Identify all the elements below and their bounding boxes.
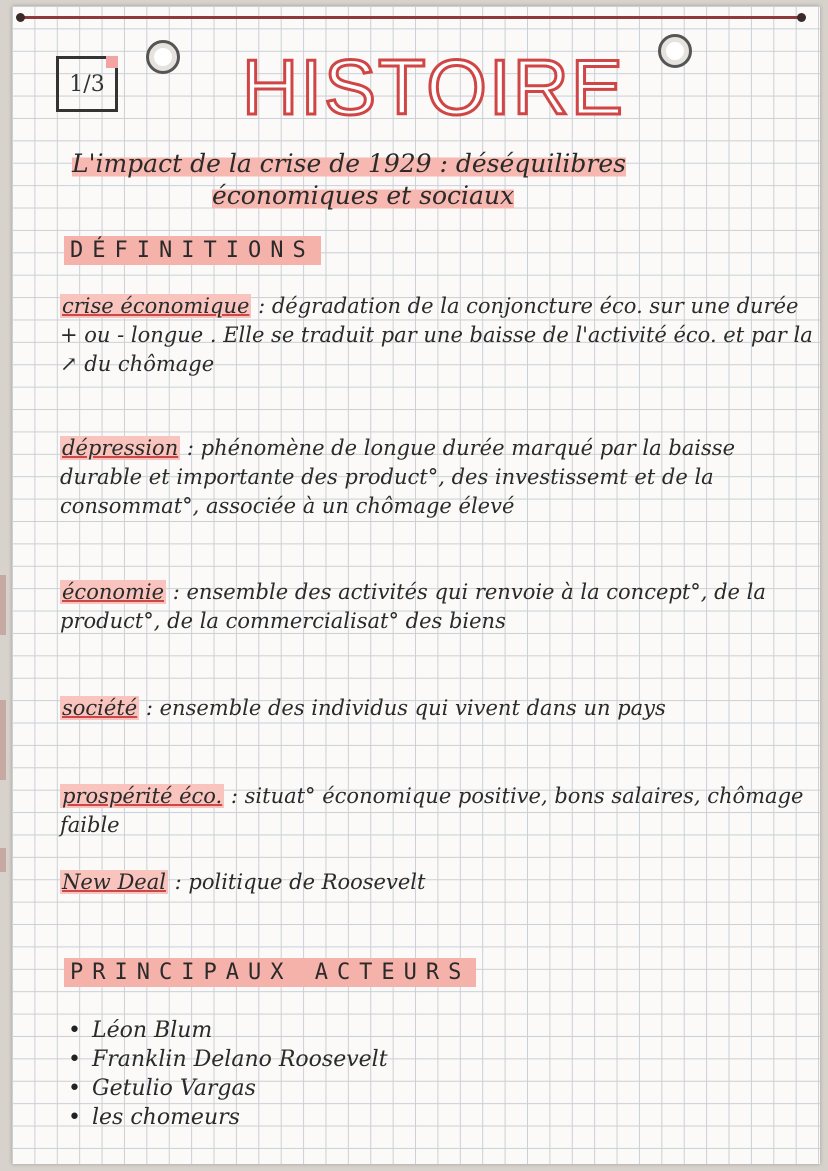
actor-item: • Léon Blum bbox=[92, 1016, 388, 1045]
actor-item: • les chomeurs bbox=[92, 1103, 388, 1132]
page-box-corner-mark bbox=[106, 56, 118, 68]
definition-item bbox=[60, 782, 820, 840]
definition-item bbox=[60, 578, 820, 636]
definition-term: société bbox=[62, 696, 138, 720]
definitions-heading: DÉFINITIONS bbox=[64, 236, 321, 265]
definition-term: New Deal bbox=[62, 870, 166, 894]
definition-item bbox=[60, 292, 820, 379]
actors-list bbox=[62, 1016, 388, 1132]
definition-text: : phénomène de longue durée marqué par la baisse durable et importante des product°, des investissemt et de la consommat°, associée à un chômage élevé bbox=[60, 436, 736, 518]
definition-item bbox=[60, 434, 820, 521]
definition-term: crise économique bbox=[62, 294, 250, 318]
definition-text: : politique de Roosevelt bbox=[167, 870, 426, 894]
definition-text: : ensemble des individus qui vivent dans un pays bbox=[139, 696, 666, 720]
definition-item bbox=[60, 868, 820, 897]
definition-text: : dégradation de la conjoncture éco. sur une durée + ou - longue . Elle se traduit par une baisse de l'activité éco. et par la ↗ du chômage bbox=[60, 294, 813, 376]
page-edge-tab bbox=[0, 848, 6, 872]
definition-term: prospérité éco. bbox=[62, 784, 223, 808]
rule-dot-left bbox=[16, 13, 25, 22]
top-rule-line bbox=[20, 16, 802, 19]
actors-heading: PRINCIPAUX ACTEURS bbox=[64, 958, 476, 987]
page-number-box bbox=[56, 56, 118, 112]
binder-hole-right bbox=[658, 34, 692, 68]
definition-term: économie bbox=[62, 580, 165, 604]
page-title: HISTOIRE bbox=[242, 43, 625, 131]
subtitle-line-2: économiques et sociaux bbox=[212, 181, 515, 210]
notebook-page bbox=[12, 6, 820, 1164]
binder-hole-left bbox=[146, 40, 180, 74]
page-edge-tab bbox=[0, 700, 6, 780]
page-number: 1/3 bbox=[69, 71, 105, 97]
definition-text: : situat° économique positive, bons salaires, chômage faible bbox=[60, 784, 804, 837]
subtitle-line-1: L'impact de la crise de 1929 : déséquilibres bbox=[72, 149, 626, 178]
rule-dot-right bbox=[797, 13, 806, 22]
definition-text: : ensemble des activités qui renvoie à la concept°, de la product°, de la commercialisat° des biens bbox=[60, 580, 766, 633]
actor-item: • Franklin Delano Roosevelt bbox=[92, 1045, 388, 1074]
definition-item bbox=[60, 694, 820, 723]
subtitle bbox=[72, 148, 812, 212]
actor-item: • Getulio Vargas bbox=[92, 1074, 388, 1103]
definition-term: dépression bbox=[62, 436, 179, 460]
page-edge-tab bbox=[0, 575, 6, 635]
